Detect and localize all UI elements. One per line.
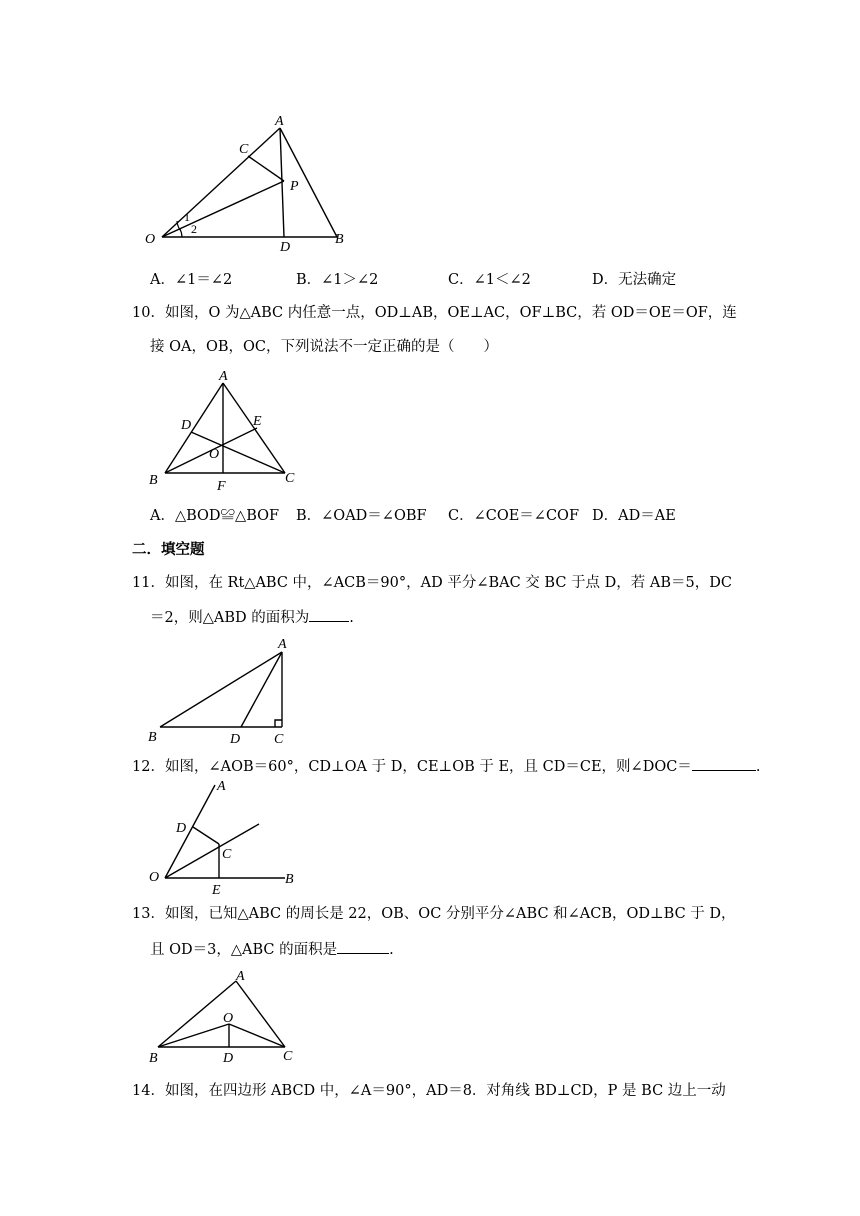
- q13-label-o: O: [223, 1011, 234, 1026]
- q10-stem-line2: 接 OA，OB，OC，下列说法不一定正确的是（ ）: [150, 339, 498, 355]
- q12-label-a: A: [217, 779, 226, 794]
- q9-option-c: C．∠1＜∠2: [448, 272, 531, 288]
- q9-option-a: A．∠1＝∠2: [150, 272, 233, 288]
- q9-figure: [140, 110, 360, 255]
- q13-label-d: D: [223, 1051, 234, 1066]
- q13-stem-line1: 13．如图，已知△ABC 的周长是 22，OB、OC 分别平分∠ABC 和∠ACB，OD⊥BC 于 D，: [132, 906, 736, 922]
- q13-label-c: C: [283, 1049, 293, 1064]
- q12-text: 12．如图，∠AOB＝60°，CD⊥OA 于 D，CE⊥OB 于 E，且 CD＝CE，则∠DOC＝: [132, 759, 692, 775]
- q11-period: .: [349, 610, 354, 626]
- q10-label-d: D: [181, 418, 192, 433]
- q10-option-d: D．AD＝AE: [592, 508, 676, 524]
- q12-period: .: [755, 759, 761, 775]
- q13-period: .: [389, 942, 394, 958]
- q10-label-c: C: [285, 471, 295, 486]
- q11-label-d: D: [230, 732, 241, 747]
- q11-stem-line2: [150, 607, 354, 628]
- q10-label-f: F: [217, 479, 226, 494]
- q12-answer-blank: [692, 756, 756, 771]
- q9-label-b: B: [335, 232, 344, 247]
- q13-text: 且 OD＝3，△ABC 的面积是: [150, 942, 338, 958]
- q9-option-b: B．∠1＞∠2: [296, 272, 379, 288]
- q12-label-d: D: [176, 821, 187, 836]
- q10-label-o: O: [209, 447, 220, 462]
- q10-option-c: C．∠COE＝∠COF: [448, 508, 580, 524]
- q9-label-d: D: [280, 240, 291, 255]
- q11-label-a: A: [278, 637, 287, 652]
- q11-stem-line1: 11．如图，在 Rt△ABC 中，∠ACB＝90°，AD 平分∠BAC 交 BC 于点 D，若 AB＝5，DC: [132, 575, 732, 591]
- q11-label-b: B: [148, 730, 157, 745]
- q11-text: ＝2，则△ABD 的面积为: [150, 610, 310, 626]
- q9-label-p: P: [290, 179, 299, 194]
- q11-label-c: C: [274, 732, 284, 747]
- q12-figure: [145, 775, 315, 895]
- q9-option-d: D．无法确定: [592, 272, 677, 288]
- q9-label-o: O: [145, 232, 156, 247]
- q13-stem-line2: [150, 939, 394, 960]
- q13-answer-blank: [337, 939, 389, 954]
- q9-angle-2: 2: [191, 222, 197, 236]
- q12-label-c: C: [222, 847, 232, 862]
- q10-stem-line1: 10．如图，O 为△ABC 内任意一点，OD⊥AB，OE⊥AC，OF⊥BC，若 OD＝OE＝OF，连: [132, 305, 737, 321]
- q10-label-e: E: [253, 414, 262, 429]
- section-title-fill-in: 二．填空题: [132, 542, 205, 558]
- q12-label-b: B: [285, 872, 294, 887]
- q9-label-c: C: [239, 142, 249, 157]
- q12-label-e: E: [212, 883, 221, 895]
- q13-label-a: A: [236, 969, 245, 984]
- q9-label-a: A: [275, 114, 284, 129]
- q9-angle-1: 1: [184, 210, 190, 224]
- q14-stem-line1: 14．如图，在四边形 ABCD 中，∠A＝90°，AD＝8．对角线 BD⊥CD，P 是 BC 边上一动: [132, 1083, 726, 1099]
- q11-figure: [140, 632, 300, 747]
- q10-figure: [145, 365, 305, 495]
- q10-option-a: A．△BOD≌△BOF: [150, 508, 280, 524]
- q13-label-b: B: [149, 1051, 158, 1066]
- q10-option-b: B．∠OAD＝∠OBF: [296, 508, 427, 524]
- q10-label-a: A: [219, 369, 228, 384]
- q10-label-b: B: [149, 473, 158, 488]
- q12-label-o: O: [149, 870, 160, 885]
- q13-figure: [140, 965, 310, 1070]
- q12-stem-line1: [132, 756, 760, 777]
- q11-answer-blank: [309, 607, 349, 622]
